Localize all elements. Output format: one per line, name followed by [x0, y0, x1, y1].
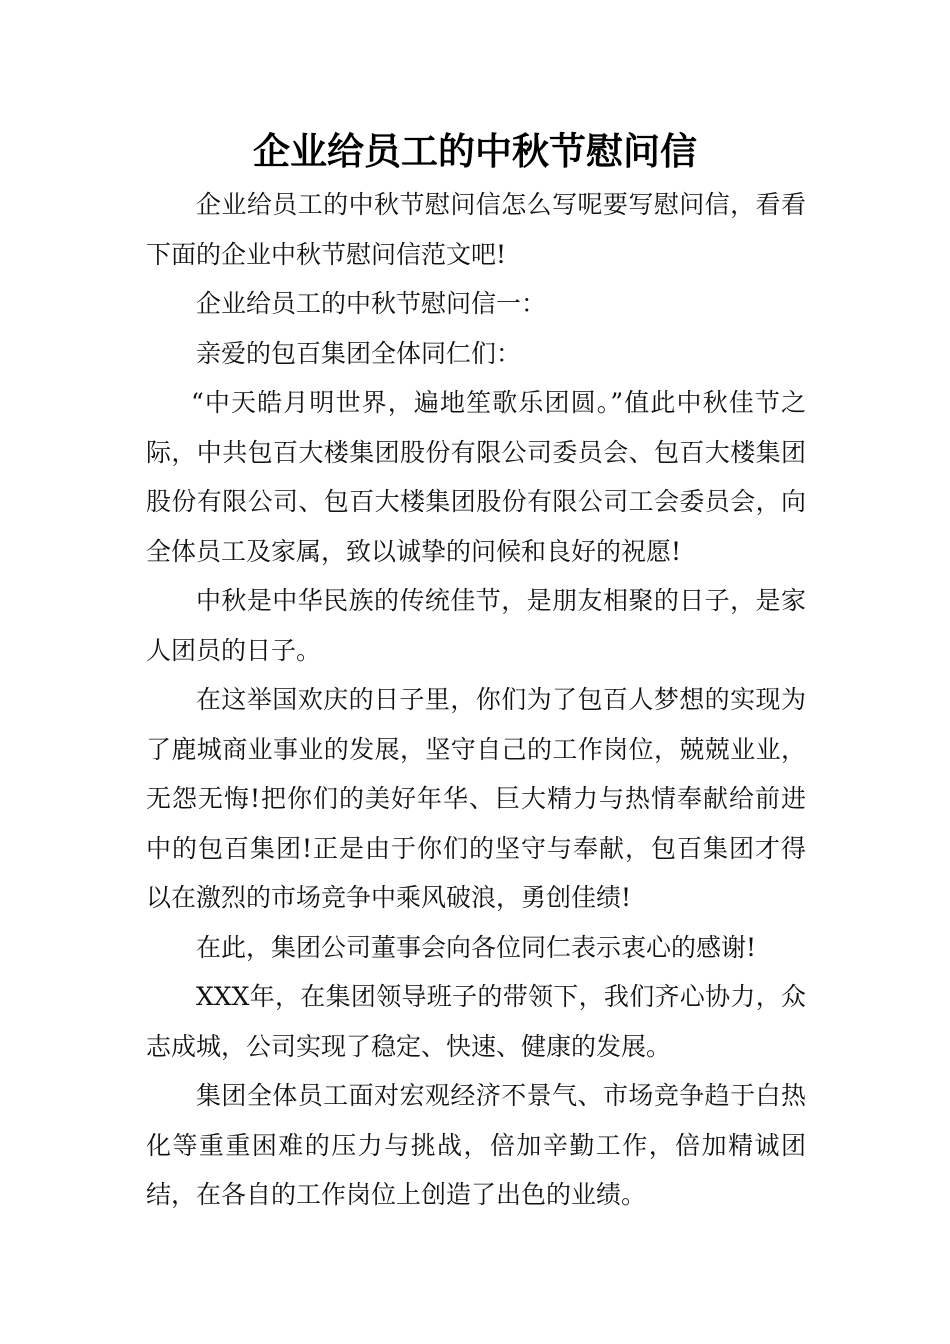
body-paragraph: 集团全体员工面对宏观经济不景气、市场竞争趋于白热化等重重困难的压力与挑战，倍加辛勤工作，倍加精诚团结，在各自的工作岗位上创造了出色的业绩。	[146, 1081, 806, 1209]
document-title: 企业给员工的中秋节慰问信	[253, 130, 697, 173]
body-paragraph: 中秋是中华民族的传统佳节，是朋友相聚的日子，是家人团员的日子。	[146, 586, 806, 665]
body-paragraph: 在此，集团公司董事会向各位同仁表示衷心的感谢!	[196, 932, 757, 962]
body-paragraph: 在这举国欢庆的日子里，你们为了包百人梦想的实现为了鹿城商业事业的发展，坚守自己的工作岗位，兢兢业业，无怨无悔!把你们的美好年华、巨大精力与热情奉献给前进中的包百集团!正是由于你们的坚守与奉献，包百集团才得以在激烈的市场竞争中乘风破浪，勇创佳绩!	[146, 685, 806, 912]
body-paragraph: XXX年，在集团领导班子的带领下，我们齐心协力，众志成城，公司实现了稳定、快速、健康的发展。	[146, 982, 806, 1061]
body-paragraph: “中天皓月明世界，遍地笙歌乐团圆。”值此中秋佳节之际，中共包百大楼集团股份有限公司委员会、包百大楼集团股份有限公司、包百大楼集团股份有限公司工会委员会，向全体员工及家属，致以诚挚的问候和良好的祝愿!	[146, 388, 806, 566]
document-body	[146, 180, 806, 1220]
letter-heading: 企业给员工的中秋节慰问信一：	[196, 289, 547, 318]
letter-salutation: 亲爱的包百集团全体同仁们：	[196, 338, 522, 368]
intro-paragraph: 企业给员工的中秋节慰问信怎么写呢要写慰问信，看看下面的企业中秋节慰问信范文吧!	[146, 190, 806, 269]
